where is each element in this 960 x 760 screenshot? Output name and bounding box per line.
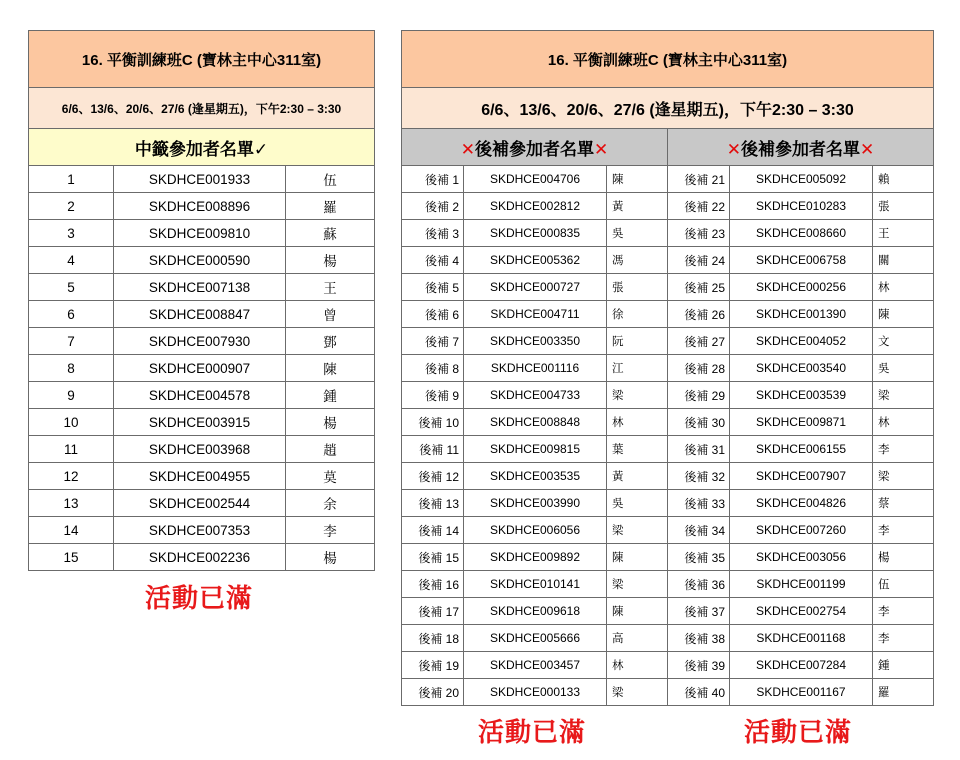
member-id: SKDHCE003056 (730, 544, 873, 571)
waitlist-number: 後補 31 (668, 436, 730, 463)
member-surname: 莫 (286, 463, 375, 490)
member-id: SKDHCE005666 (464, 625, 607, 652)
waitlist-number: 後補 22 (668, 193, 730, 220)
member-id: SKDHCE007930 (114, 328, 286, 355)
member-id: SKDHCE008660 (730, 220, 873, 247)
member-id: SKDHCE001168 (730, 625, 873, 652)
waitlist-number: 後補 39 (668, 652, 730, 679)
waitlist-row (402, 625, 934, 652)
member-surname: 余 (286, 490, 375, 517)
member-surname: 伍 (286, 166, 375, 193)
member-surname: 關 (873, 247, 934, 274)
cross-icon: ✕ (594, 139, 609, 159)
member-id: SKDHCE004706 (464, 166, 607, 193)
row-number: 9 (29, 382, 114, 409)
winner-row (29, 247, 375, 274)
member-surname: 陳 (607, 598, 668, 625)
member-id: SKDHCE009871 (730, 409, 873, 436)
cross-icon: ✕ (460, 139, 475, 159)
winners-list-label: 中籤參加者名單✓ (29, 129, 375, 166)
member-surname: 李 (873, 625, 934, 652)
waitlist-number: 後補 35 (668, 544, 730, 571)
member-id: SKDHCE004711 (464, 301, 607, 328)
class-schedule: 6/6、13/6、20/6、27/6 (逢星期五)，下午2:30 – 3:30 (402, 88, 934, 129)
waitlist-number: 後補 30 (668, 409, 730, 436)
member-id: SKDHCE003968 (114, 436, 286, 463)
winner-row (29, 328, 375, 355)
member-id: SKDHCE003350 (464, 328, 607, 355)
waitlist-row (402, 247, 934, 274)
winner-row (29, 166, 375, 193)
waitlist-number: 後補 40 (668, 679, 730, 706)
row-number: 15 (29, 544, 114, 571)
member-surname: 徐 (607, 301, 668, 328)
member-surname: 羅 (286, 193, 375, 220)
member-surname: 鍾 (286, 382, 375, 409)
row-number: 10 (29, 409, 114, 436)
member-id: SKDHCE000907 (114, 355, 286, 382)
member-id: SKDHCE001116 (464, 355, 607, 382)
member-surname: 賴 (873, 166, 934, 193)
member-id: SKDHCE008847 (114, 301, 286, 328)
waitlist-number: 後補 27 (668, 328, 730, 355)
member-surname: 伍 (873, 571, 934, 598)
row-number: 13 (29, 490, 114, 517)
waitlist-row (402, 409, 934, 436)
waitlist-number: 後補 2 (402, 193, 464, 220)
winner-row (29, 301, 375, 328)
member-surname: 阮 (607, 328, 668, 355)
row-number: 7 (29, 328, 114, 355)
member-surname: 張 (607, 274, 668, 301)
row-number: 12 (29, 463, 114, 490)
class-full-notice: 活動已滿 (478, 718, 587, 748)
row-number: 2 (29, 193, 114, 220)
waitlist-number: 後補 26 (668, 301, 730, 328)
member-id: SKDHCE000590 (114, 247, 286, 274)
member-id: SKDHCE007353 (114, 517, 286, 544)
member-surname: 陳 (286, 355, 375, 382)
cross-icon: ✕ (860, 139, 875, 159)
waitlist-number: 後補 5 (402, 274, 464, 301)
waitlist-row (402, 490, 934, 517)
member-surname: 林 (873, 409, 934, 436)
waitlist-number: 後補 6 (402, 301, 464, 328)
waitlist-number: 後補 12 (402, 463, 464, 490)
member-id: SKDHCE004826 (730, 490, 873, 517)
member-id: SKDHCE000835 (464, 220, 607, 247)
winner-row (29, 274, 375, 301)
member-surname: 文 (873, 328, 934, 355)
waitlist-number: 後補 33 (668, 490, 730, 517)
member-surname: 李 (286, 517, 375, 544)
member-id: SKDHCE001199 (730, 571, 873, 598)
member-id: SKDHCE003535 (464, 463, 607, 490)
member-id: SKDHCE000256 (730, 274, 873, 301)
winner-row (29, 382, 375, 409)
waitlist-row (402, 436, 934, 463)
member-id: SKDHCE008896 (114, 193, 286, 220)
member-id: SKDHCE001167 (730, 679, 873, 706)
winner-row (29, 544, 375, 571)
waitlist-number: 後補 10 (402, 409, 464, 436)
member-id: SKDHCE007260 (730, 517, 873, 544)
row-number: 6 (29, 301, 114, 328)
member-surname: 林 (607, 652, 668, 679)
member-surname: 吳 (607, 220, 668, 247)
waitlist-number: 後補 34 (668, 517, 730, 544)
waitlist-number: 後補 8 (402, 355, 464, 382)
member-surname: 吳 (607, 490, 668, 517)
waitlist-row (402, 679, 934, 706)
member-surname: 李 (873, 436, 934, 463)
member-id: SKDHCE002812 (464, 193, 607, 220)
member-id: SKDHCE006155 (730, 436, 873, 463)
waitlist-label-text: 後補參加者名單 (741, 139, 861, 159)
member-id: SKDHCE006056 (464, 517, 607, 544)
waitlist-number: 後補 25 (668, 274, 730, 301)
waitlist-number: 後補 21 (668, 166, 730, 193)
waitlist-number: 後補 16 (402, 571, 464, 598)
winner-row (29, 409, 375, 436)
waitlist-row (402, 274, 934, 301)
winner-row (29, 463, 375, 490)
waitlist-number: 後補 4 (402, 247, 464, 274)
member-surname: 王 (873, 220, 934, 247)
member-id: SKDHCE000727 (464, 274, 607, 301)
member-surname: 王 (286, 274, 375, 301)
member-id: SKDHCE005362 (464, 247, 607, 274)
member-id: SKDHCE007284 (730, 652, 873, 679)
waitlist-row (402, 598, 934, 625)
member-surname: 梁 (873, 382, 934, 409)
waitlist-row (402, 652, 934, 679)
winner-row (29, 517, 375, 544)
member-surname: 李 (873, 598, 934, 625)
waitlist-number: 後補 18 (402, 625, 464, 652)
row-number: 8 (29, 355, 114, 382)
member-id: SKDHCE003540 (730, 355, 873, 382)
member-id: SKDHCE002754 (730, 598, 873, 625)
member-id: SKDHCE004052 (730, 328, 873, 355)
member-surname: 鄧 (286, 328, 375, 355)
winners-table (28, 30, 375, 571)
cross-icon: ✕ (726, 139, 742, 159)
member-surname: 曾 (286, 301, 375, 328)
waitlist-number: 後補 37 (668, 598, 730, 625)
waitlist-row (402, 301, 934, 328)
member-id: SKDHCE003457 (464, 652, 607, 679)
waitlist-number: 後補 17 (402, 598, 464, 625)
row-number: 11 (29, 436, 114, 463)
winner-row (29, 193, 375, 220)
member-id: SKDHCE005092 (730, 166, 873, 193)
waitlist-number: 後補 7 (402, 328, 464, 355)
waitlist-number: 後補 36 (668, 571, 730, 598)
waitlist-number: 後補 9 (402, 382, 464, 409)
waitlist-number: 後補 13 (402, 490, 464, 517)
member-surname: 楊 (286, 247, 375, 274)
row-number: 1 (29, 166, 114, 193)
waitlist-row (402, 382, 934, 409)
waitlist-table (401, 30, 934, 706)
class-title: 16. 平衡訓練班C (寶林主中心311室) (29, 31, 375, 88)
winner-row (29, 436, 375, 463)
waitlist-number: 後補 29 (668, 382, 730, 409)
member-surname: 羅 (873, 679, 934, 706)
member-id: SKDHCE009892 (464, 544, 607, 571)
waitlist-number: 後補 14 (402, 517, 464, 544)
member-id: SKDHCE003539 (730, 382, 873, 409)
waitlist-number: 後補 19 (402, 652, 464, 679)
member-surname: 黃 (607, 193, 668, 220)
member-surname: 梁 (607, 571, 668, 598)
member-surname: 蘇 (286, 220, 375, 247)
member-surname: 江 (607, 355, 668, 382)
class-full-notice: 活動已滿 (145, 584, 254, 614)
waitlist-number: 後補 15 (402, 544, 464, 571)
member-surname: 黃 (607, 463, 668, 490)
member-id: SKDHCE003915 (114, 409, 286, 436)
waitlist-number: 後補 11 (402, 436, 464, 463)
member-surname: 梁 (873, 463, 934, 490)
waitlist-label-1 (402, 129, 668, 166)
member-id: SKDHCE007138 (114, 274, 286, 301)
member-id: SKDHCE002544 (114, 490, 286, 517)
member-id: SKDHCE006758 (730, 247, 873, 274)
member-id: SKDHCE004955 (114, 463, 286, 490)
waitlist-number: 後補 24 (668, 247, 730, 274)
member-surname: 陳 (873, 301, 934, 328)
row-number: 14 (29, 517, 114, 544)
waitlist-number: 後補 20 (402, 679, 464, 706)
waitlist-number: 後補 3 (402, 220, 464, 247)
member-id: SKDHCE002236 (114, 544, 286, 571)
member-id: SKDHCE008848 (464, 409, 607, 436)
member-id: SKDHCE009815 (464, 436, 607, 463)
member-surname: 吳 (873, 355, 934, 382)
member-surname: 高 (607, 625, 668, 652)
waitlist-row (402, 355, 934, 382)
waitlist-number: 後補 32 (668, 463, 730, 490)
member-surname: 鍾 (873, 652, 934, 679)
member-id: SKDHCE004578 (114, 382, 286, 409)
member-id: SKDHCE009618 (464, 598, 607, 625)
member-surname: 梁 (607, 382, 668, 409)
member-id: SKDHCE007907 (730, 463, 873, 490)
member-surname: 楊 (873, 544, 934, 571)
member-surname: 陳 (607, 166, 668, 193)
member-surname: 林 (873, 274, 934, 301)
waitlist-row (402, 571, 934, 598)
member-id: SKDHCE010141 (464, 571, 607, 598)
member-surname: 馮 (607, 247, 668, 274)
member-id: SKDHCE000133 (464, 679, 607, 706)
waitlist-number: 後補 1 (402, 166, 464, 193)
waitlist-row (402, 328, 934, 355)
waitlist-number: 後補 23 (668, 220, 730, 247)
class-title: 16. 平衡訓練班C (寶林主中心311室) (402, 31, 934, 88)
member-surname: 楊 (286, 409, 375, 436)
winner-row (29, 490, 375, 517)
waitlist-row (402, 463, 934, 490)
waitlist-number: 後補 28 (668, 355, 730, 382)
member-id: SKDHCE010283 (730, 193, 873, 220)
member-id: SKDHCE001933 (114, 166, 286, 193)
member-surname: 李 (873, 517, 934, 544)
member-surname: 趙 (286, 436, 375, 463)
member-id: SKDHCE003990 (464, 490, 607, 517)
member-surname: 梁 (607, 679, 668, 706)
waitlist-row (402, 544, 934, 571)
member-surname: 張 (873, 193, 934, 220)
winner-row (29, 355, 375, 382)
member-surname: 葉 (607, 436, 668, 463)
member-id: SKDHCE009810 (114, 220, 286, 247)
winner-row (29, 220, 375, 247)
waitlist-row (402, 166, 934, 193)
member-id: SKDHCE001390 (730, 301, 873, 328)
waitlist-label-2 (668, 129, 934, 166)
waitlist-row (402, 220, 934, 247)
row-number: 3 (29, 220, 114, 247)
member-surname: 陳 (607, 544, 668, 571)
member-surname: 梁 (607, 517, 668, 544)
class-schedule: 6/6、13/6、20/6、27/6 (逢星期五)，下午2:30 – 3:30 (29, 88, 375, 129)
member-id: SKDHCE004733 (464, 382, 607, 409)
member-surname: 楊 (286, 544, 375, 571)
waitlist-row (402, 517, 934, 544)
waitlist-row (402, 193, 934, 220)
row-number: 5 (29, 274, 114, 301)
waitlist-number: 後補 38 (668, 625, 730, 652)
member-surname: 林 (607, 409, 668, 436)
waitlist-label-text: 後補參加者名單 (475, 139, 594, 159)
member-surname: 蔡 (873, 490, 934, 517)
class-full-notice: 活動已滿 (744, 718, 853, 748)
row-number: 4 (29, 247, 114, 274)
